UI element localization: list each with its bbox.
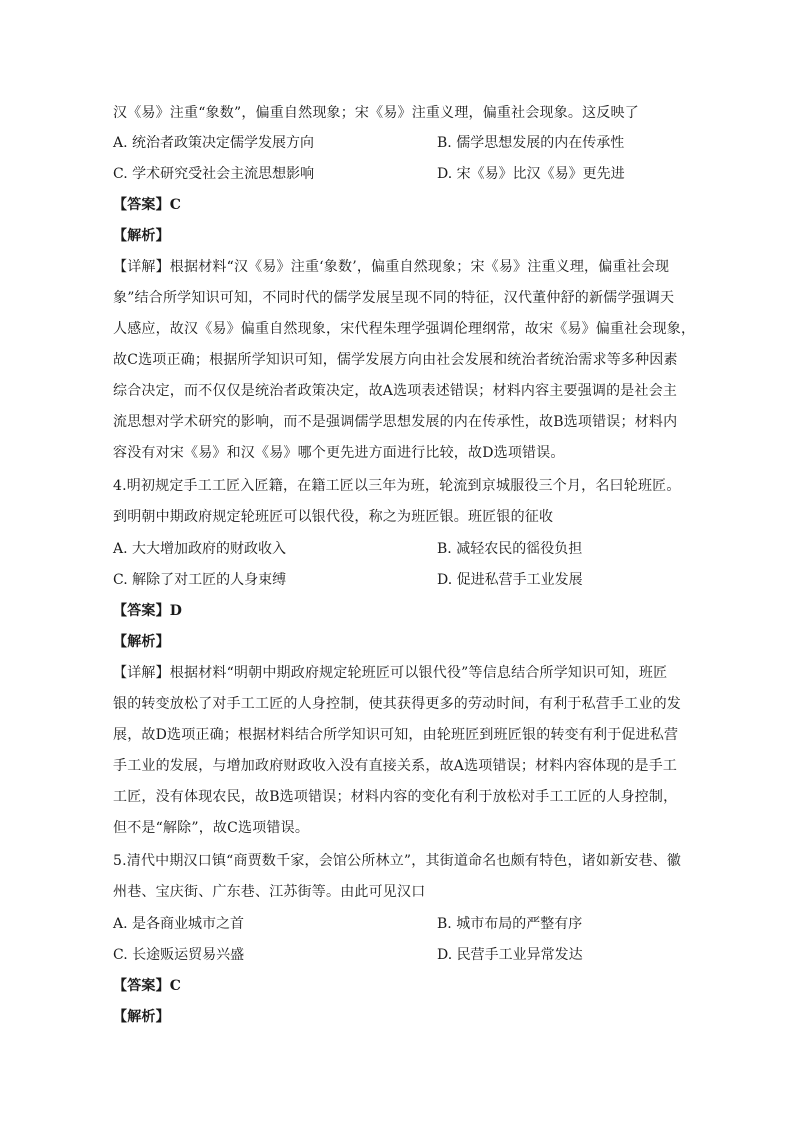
q3-option-b: B. 儒学思想发展的内在传承性	[437, 135, 625, 151]
q5-answer: 【答案】C	[113, 978, 182, 994]
q3-option-d: D. 宋《易》比汉《易》更先进	[437, 166, 625, 182]
q5-option-a: A. 是各商业城市之首	[113, 916, 245, 932]
q3-detail-line: 流思想对学术研究的影响，而不是强调儒学思想发展的内在传承性，故B选项错误；材料内	[113, 414, 678, 430]
q4-stem-line: 4.明初规定手工工匠入匠籍，在籍工匠以三年为班，轮流到京城服役三个月，名曰轮班匠。	[113, 478, 681, 494]
q3-option-a: A. 统治者政策决定儒学发展方向	[113, 135, 315, 151]
q3-detail-line: 象”结合所学知识可知，不同时代的儒学发展呈现不同的特征，汉代董仲舒的新儒学强调天	[113, 290, 675, 306]
q3-detail-line: 容没有对宋《易》和汉《易》哪个更先进方面进行比较，故D选项错误。	[113, 445, 565, 461]
q3-option-c: C. 学术研究受社会主流思想影响	[113, 166, 315, 182]
q5-option-c: C. 长途贩运贸易兴盛	[113, 947, 245, 963]
q5-stem-line: 州巷、宝庆街、广东巷、江苏街等。由此可见汉口	[113, 884, 426, 900]
q4-option-a: A. 大大增加政府的财政收入	[113, 541, 287, 557]
q3-detail-line: 故C选项正确；根据所学知识可知，儒学发展方向由社会发展和统治者统治需求等多种因素	[113, 352, 678, 368]
q4-detail-line: 银的转变放松了对手工工匠的人身控制，使其获得更多的劳动时间，有利于私营手工业的发	[113, 696, 681, 712]
q3-detail-line: 人感应，故汉《易》偏重自然现象，宋代程朱理学强调伦理纲常，故宋《易》偏重社会现象，	[113, 321, 696, 337]
q4-option-c: C. 解除了对工匠的人身束缚	[113, 572, 287, 588]
q4-detail-line: 【详解】根据材料“明朝中期政府规定轮班匠可以银代役”等信息结合所学知识可知，班匠	[113, 665, 668, 681]
q3-detail-line: 【详解】根据材料“汉《易》注重‘象数’，偏重自然现象；宋《易》注重义理，偏重社会现	[113, 259, 670, 275]
q4-detail-line: 手工业的发展，与增加政府财政收入没有直接关系，故A选项错误；材料内容体现的是手工	[113, 758, 678, 774]
q4-stem-line: 到明朝中期政府规定轮班匠可以银代役，称之为班匠银。班匠银的征收	[113, 509, 554, 525]
q3-detail-line: 综合决定，而不仅仅是统治者政策决定，故A选项表述错误；材料内容主要强调的是社会主	[113, 383, 678, 399]
q4-analysis-title: 【解析】	[113, 634, 170, 650]
q5-option-b: B. 城市布局的严整有序	[437, 916, 583, 932]
q4-option-d: D. 促进私营手工业发展	[437, 572, 583, 588]
q4-detail-line: 但不是“解除”，故C选项错误。	[113, 820, 310, 836]
q4-detail-line: 工匠，没有体现农民，故B选项错误；材料内容的变化有利于放松对手工工匠的人身控制，	[113, 789, 678, 805]
q4-detail-line: 展，故D选项正确；根据材料结合所学知识可知，由轮班匠到班匠银的转变有利于促进私营	[113, 727, 679, 743]
q5-option-d: D. 民营手工业异常发达	[437, 947, 583, 963]
q4-option-b: B. 减轻农民的徭役负担	[437, 541, 583, 557]
question-stem-line: 汉《易》注重“象数”，偏重自然现象；宋《易》注重义理，偏重社会现象。这反映了	[113, 105, 639, 121]
q5-stem-line: 5.清代中期汉口镇“商贾数千家，会馆公所林立”，其街道命名也颇有特色，诸如新安巷、徽	[113, 853, 682, 869]
q5-analysis-title: 【解析】	[113, 1009, 170, 1025]
q4-answer: 【答案】D	[113, 603, 183, 619]
q3-answer: 【答案】C	[113, 197, 182, 213]
q3-analysis-title: 【解析】	[113, 228, 170, 244]
